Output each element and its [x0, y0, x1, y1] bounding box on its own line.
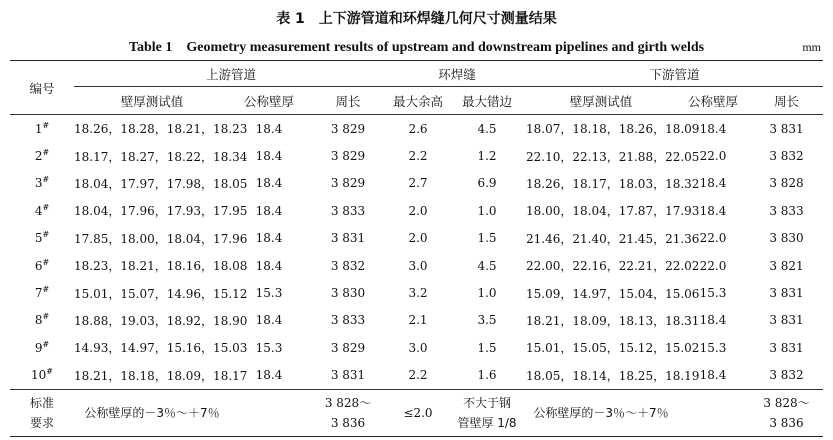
- cell-dn-nominal: 22.0: [699, 149, 727, 164]
- standard-dn-circ: 3 828～ 3 836: [763, 395, 810, 430]
- table-title-cn: 表 1 上下游管道和环焊缝几何尺寸测量结果: [276, 11, 557, 27]
- cell-dn-circ: 3 831: [769, 121, 804, 136]
- cell-dn-nominal: 22.0: [699, 231, 727, 246]
- cell-up-nominal: 18.4: [255, 313, 283, 328]
- table-row: [10, 170, 823, 197]
- cell-max-reinforcement: 3.0: [408, 340, 428, 355]
- cell-up-wall: 17.85，18.00，18.04，17.96: [74, 231, 248, 246]
- cell-max-misalign: 1.0: [477, 286, 497, 301]
- cell-up-nominal: 18.4: [255, 203, 283, 218]
- table-row: [10, 334, 823, 361]
- row-id: 5#: [34, 230, 50, 246]
- cell-up-circ: 3 829: [330, 176, 366, 191]
- cell-max-misalign: 4.5: [477, 258, 497, 273]
- cell-max-misalign: 3.5: [477, 313, 497, 328]
- cell-up-circ: 3 829: [330, 340, 366, 355]
- cell-dn-circ: 3 828: [769, 176, 804, 191]
- cell-dn-wall: 18.07，18.18，18.26，18.09: [526, 122, 700, 137]
- cell-dn-wall: 18.05，18.14，18.25，18.19: [526, 368, 700, 383]
- table-row: [10, 225, 823, 252]
- header-downstream: 下游管道: [526, 61, 823, 87]
- cell-up-nominal: 18.4: [255, 368, 283, 383]
- cell-up-wall: 18.17，18.27，18.22，18.34: [74, 149, 248, 164]
- cell-up-circ: 3 829: [330, 121, 366, 136]
- cell-dn-nominal: 18.4: [699, 203, 727, 218]
- cell-up-circ: 3 833: [330, 313, 366, 328]
- row-id: 4#: [34, 202, 50, 218]
- cell-dn-wall: 15.01，15.05，15.12，15.02: [526, 341, 700, 356]
- standard-label: 标准 要求: [29, 395, 54, 430]
- cell-dn-wall: 18.21，18.09，18.13，18.31: [526, 313, 700, 328]
- table-row: [10, 142, 823, 169]
- unit-label: mm: [802, 40, 821, 54]
- header-max-reinforcement: 最大余高: [392, 93, 443, 109]
- table-row: [10, 362, 823, 390]
- standard-up-wall: 公称壁厚的－3％～＋7％: [84, 405, 220, 420]
- cell-max-misalign: 1.5: [477, 231, 497, 246]
- cell-max-reinforcement: 3.0: [408, 258, 428, 273]
- header-up-circ: 周长: [335, 93, 361, 109]
- cell-max-reinforcement: 2.0: [408, 231, 428, 246]
- cell-dn-circ: 3 830: [769, 231, 804, 246]
- cell-up-nominal: 18.4: [255, 258, 283, 273]
- cell-dn-wall: 18.00，18.04，17.87，17.93: [526, 204, 700, 219]
- cell-dn-nominal: 18.4: [699, 121, 727, 136]
- cell-up-circ: 3 831: [330, 231, 366, 246]
- cell-up-circ: 3 833: [330, 203, 366, 218]
- cell-dn-wall: 15.09，14.97，15.04，15.06: [526, 286, 700, 301]
- cell-max-misalign: 6.9: [477, 176, 497, 191]
- cell-dn-nominal: 15.3: [699, 286, 727, 301]
- cell-up-nominal: 15.3: [255, 340, 283, 355]
- standard-max-reinforcement: ≤2.0: [403, 405, 433, 420]
- cell-dn-circ: 3 833: [769, 203, 804, 218]
- cell-up-nominal: 18.4: [255, 231, 283, 246]
- cell-max-reinforcement: 2.0: [408, 203, 428, 218]
- cell-dn-wall: 22.10，22.13，21.88，22.05: [526, 149, 700, 164]
- cell-max-reinforcement: 2.2: [408, 368, 428, 383]
- cell-dn-nominal: 18.4: [699, 368, 727, 383]
- cell-max-reinforcement: 2.2: [408, 149, 428, 164]
- cell-up-circ: 3 829: [330, 149, 366, 164]
- table-row: [10, 279, 823, 306]
- cell-up-wall: 18.23，18.21，18.16，18.08: [74, 259, 248, 274]
- standard-max-misalign: 不大于钢 管壁厚 1/8: [457, 395, 517, 430]
- cell-max-reinforcement: 2.7: [408, 176, 428, 191]
- cell-dn-wall: 21.46，21.40，21.45，21.36: [526, 231, 700, 246]
- cell-up-nominal: 18.4: [255, 149, 283, 164]
- cell-max-misalign: 1.5: [477, 340, 497, 355]
- standard-up-nominal: [230, 389, 308, 436]
- header-up-wall: 壁厚测试值: [120, 93, 184, 109]
- cell-max-reinforcement: 2.6: [408, 121, 428, 136]
- cell-dn-nominal: 18.4: [699, 313, 727, 328]
- cell-dn-circ: 3 832: [769, 149, 804, 164]
- standard-up-circ: 3 828～ 3 836: [324, 395, 372, 430]
- cell-up-wall: 18.21，18.18，18.09，18.17: [74, 368, 248, 383]
- row-id: 2#: [34, 148, 50, 164]
- table-row: [10, 252, 823, 279]
- cell-up-wall: 15.01，15.07，14.96，15.12: [74, 286, 248, 301]
- header-dn-wall: 壁厚测试值: [569, 93, 633, 109]
- cell-up-wall: 18.04，17.96，17.93，17.95: [74, 204, 248, 219]
- header-upstream: 上游管道: [74, 61, 388, 87]
- header-dn-circ: 周长: [774, 93, 800, 109]
- cell-up-wall: 18.04，17.97，17.98，18.05: [74, 176, 248, 191]
- row-id: 3#: [34, 175, 50, 191]
- row-id: 10#: [31, 367, 53, 383]
- cell-up-wall: 14.93，14.97，15.16，15.03: [74, 341, 248, 356]
- row-id: 6#: [34, 257, 50, 273]
- table-title-en: Table 1 Geometry measurement results of upstream and downstream pipelines and girth welds: [128, 40, 705, 55]
- cell-max-misalign: 1.0: [477, 203, 497, 218]
- cell-max-misalign: 4.5: [477, 121, 497, 136]
- cell-dn-circ: 3 832: [769, 368, 804, 383]
- row-id: 9#: [34, 339, 50, 355]
- table-row: [10, 197, 823, 224]
- row-id: 8#: [34, 312, 50, 328]
- header-dn-nominal: 公称壁厚: [688, 93, 739, 109]
- cell-up-circ: 3 831: [330, 368, 366, 383]
- cell-max-reinforcement: 2.1: [408, 313, 428, 328]
- cell-max-misalign: 1.6: [477, 368, 497, 383]
- header-up-nominal: 公称壁厚: [243, 93, 294, 109]
- cell-up-nominal: 18.4: [255, 176, 283, 191]
- header-id: 编号: [10, 61, 74, 115]
- cell-dn-wall: 18.26，18.17，18.03，18.32: [526, 176, 700, 191]
- cell-up-wall: 18.26，18.28，18.21，18.23: [74, 122, 248, 137]
- cell-dn-nominal: 22.0: [699, 258, 727, 273]
- table-row: [10, 307, 823, 334]
- cell-dn-nominal: 15.3: [699, 340, 727, 355]
- cell-max-reinforcement: 3.2: [408, 286, 428, 301]
- measurement-table: [10, 60, 823, 437]
- cell-up-nominal: 15.3: [255, 286, 283, 301]
- cell-dn-circ: 3 821: [769, 258, 804, 273]
- cell-up-wall: 18.88，19.03，18.92，18.90: [74, 313, 248, 328]
- row-id: 7#: [34, 285, 50, 301]
- header-max-misalign: 最大错边: [462, 93, 513, 109]
- table-row: [10, 115, 823, 143]
- cell-up-circ: 3 830: [330, 286, 366, 301]
- header-weld: 环焊缝: [388, 61, 526, 87]
- cell-dn-circ: 3 831: [769, 313, 804, 328]
- row-id: 1#: [34, 120, 50, 136]
- cell-up-nominal: 18.4: [255, 121, 283, 136]
- cell-dn-nominal: 18.4: [699, 176, 727, 191]
- cell-dn-circ: 3 831: [769, 286, 804, 301]
- standard-dn-nominal: [676, 389, 750, 436]
- cell-dn-circ: 3 831: [769, 340, 804, 355]
- cell-max-misalign: 1.2: [477, 149, 497, 164]
- cell-dn-wall: 22.00，22.16，22.21，22.02: [526, 259, 700, 274]
- cell-up-circ: 3 832: [330, 258, 366, 273]
- standard-dn-wall: 公称壁厚的－3％～＋7％: [533, 405, 669, 420]
- standard-row: [10, 389, 823, 436]
